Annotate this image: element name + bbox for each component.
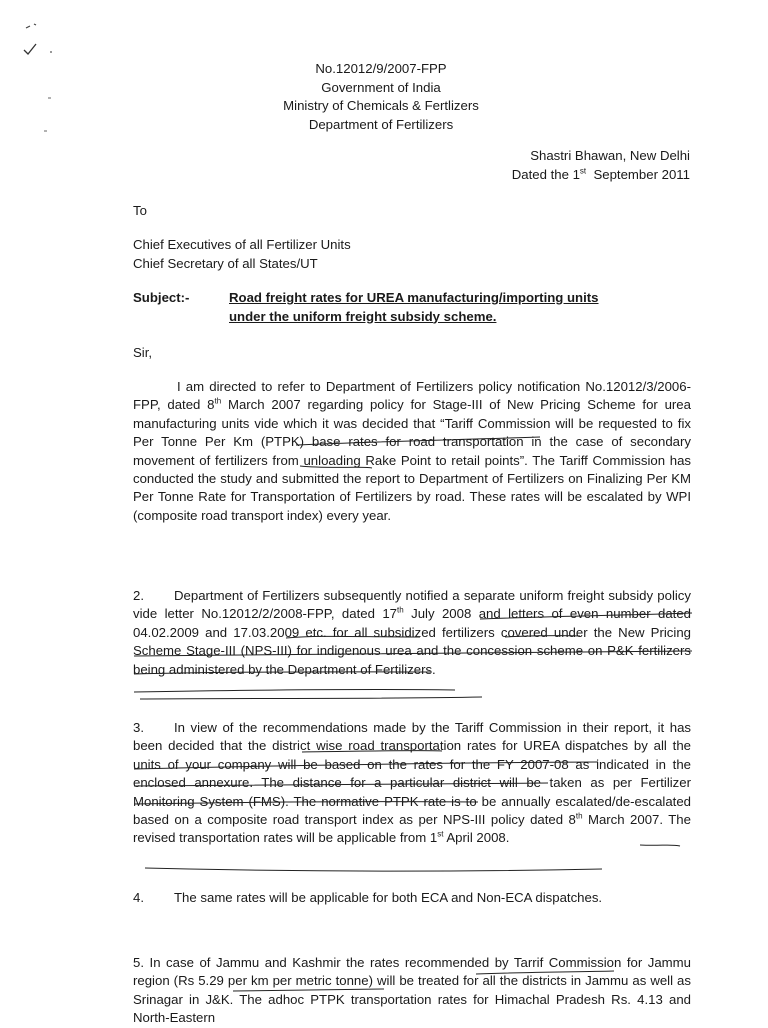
to-label: To xyxy=(133,203,147,218)
department-name: Department of Fertilizers xyxy=(308,116,454,132)
paragraph-3: 3. In view of the recommendations made by the Tariff Commission in their report, it has been decided that the district wise road transportation rates for UREA dispatches by all the units of your company will be based on the rates for the FY 2007-08 as indicated in the enclosed annexure. The distance for a particular district will be taken as per Fertilizer Monitoring System (FMS). The normative PTPK rate is to be annually escalated/de-escalated based on a composite road transport index as per NPS-III policy dated 8th March 2007. The revised transportation rates will be applicable from 1st April 2008. xyxy=(133,720,691,846)
government-name: Government of India xyxy=(321,79,441,95)
paragraph-2: 2. Department of Fertilizers subsequently notified a separate uniform freight subsidy policy vide letter No.12012/2/2008-FPP, dated 17th July 2008 and letters of even number dated 04.02.2009 and 17.03.2009 etc. for all subsidized fertilizers covered under the New Pricing Scheme Stage-III (NPS-III) for indigenous urea and the concession scheme on P&K fertilizers being administered by the Department of Fertilizers. xyxy=(133,588,691,677)
recipient-line-1: Chief Executives of all Fertilizer Units xyxy=(133,237,351,252)
letterhead xyxy=(0,60,768,134)
paragraph-1: I am directed to refer to Department of Fertilizers policy notification No.12012/3/2006-FPP, dated 8th March 2007 regarding policy for Stage-III of New Pricing Scheme for urea manufacturing units vide which it was decided that “Tariff Commission will be requested to fix Per Tonne Per Km (PTPK) base rates for road transportation in the case of secondary movement of fertilizers from unloading Rake Point to retail points”. The Tariff Commission has conducted the study and submitted the report to Department of Fertilizers on Finalizing Per KM Per Tonne Rate for Transportation of Fertilizers by road. These rates will be escalated by WPI (composite road transport index) every year. xyxy=(133,379,691,523)
subject-text: Road freight rates for UREA manufacturing/importing units under the uniform freight subsidy scheme. xyxy=(229,290,599,324)
paragraph-4: 4. The same rates will be applicable for both ECA and Non-ECA dispatches. xyxy=(133,890,603,905)
place-and-date xyxy=(512,147,690,184)
letter-date: Dated the 1st September 2011 xyxy=(511,166,690,182)
location: Shastri Bhawan, New Delhi xyxy=(530,148,690,163)
ministry-name: Ministry of Chemicals & Fertlizers xyxy=(283,98,479,113)
paragraph-5: 5. In case of Jammu and Kashmir the rates recommended by Tarrif Commission for Jammu region (Rs 5.29 per km per metric tonne) will be treated for all the districts in Jammu as well as Srinagar in J&K. The adhoc PTPK transportation rates for Himachal Pradesh Rs. 4.13 and North-Eastern xyxy=(133,955,691,1026)
reference-number: No.12012/9/2007-FPP xyxy=(315,61,447,76)
recipient-line-2: Chief Secretary of all States/UT xyxy=(133,255,318,271)
subject-label: Subject:- xyxy=(133,290,190,305)
recipients xyxy=(133,236,351,273)
salutation: Sir, xyxy=(133,345,153,360)
